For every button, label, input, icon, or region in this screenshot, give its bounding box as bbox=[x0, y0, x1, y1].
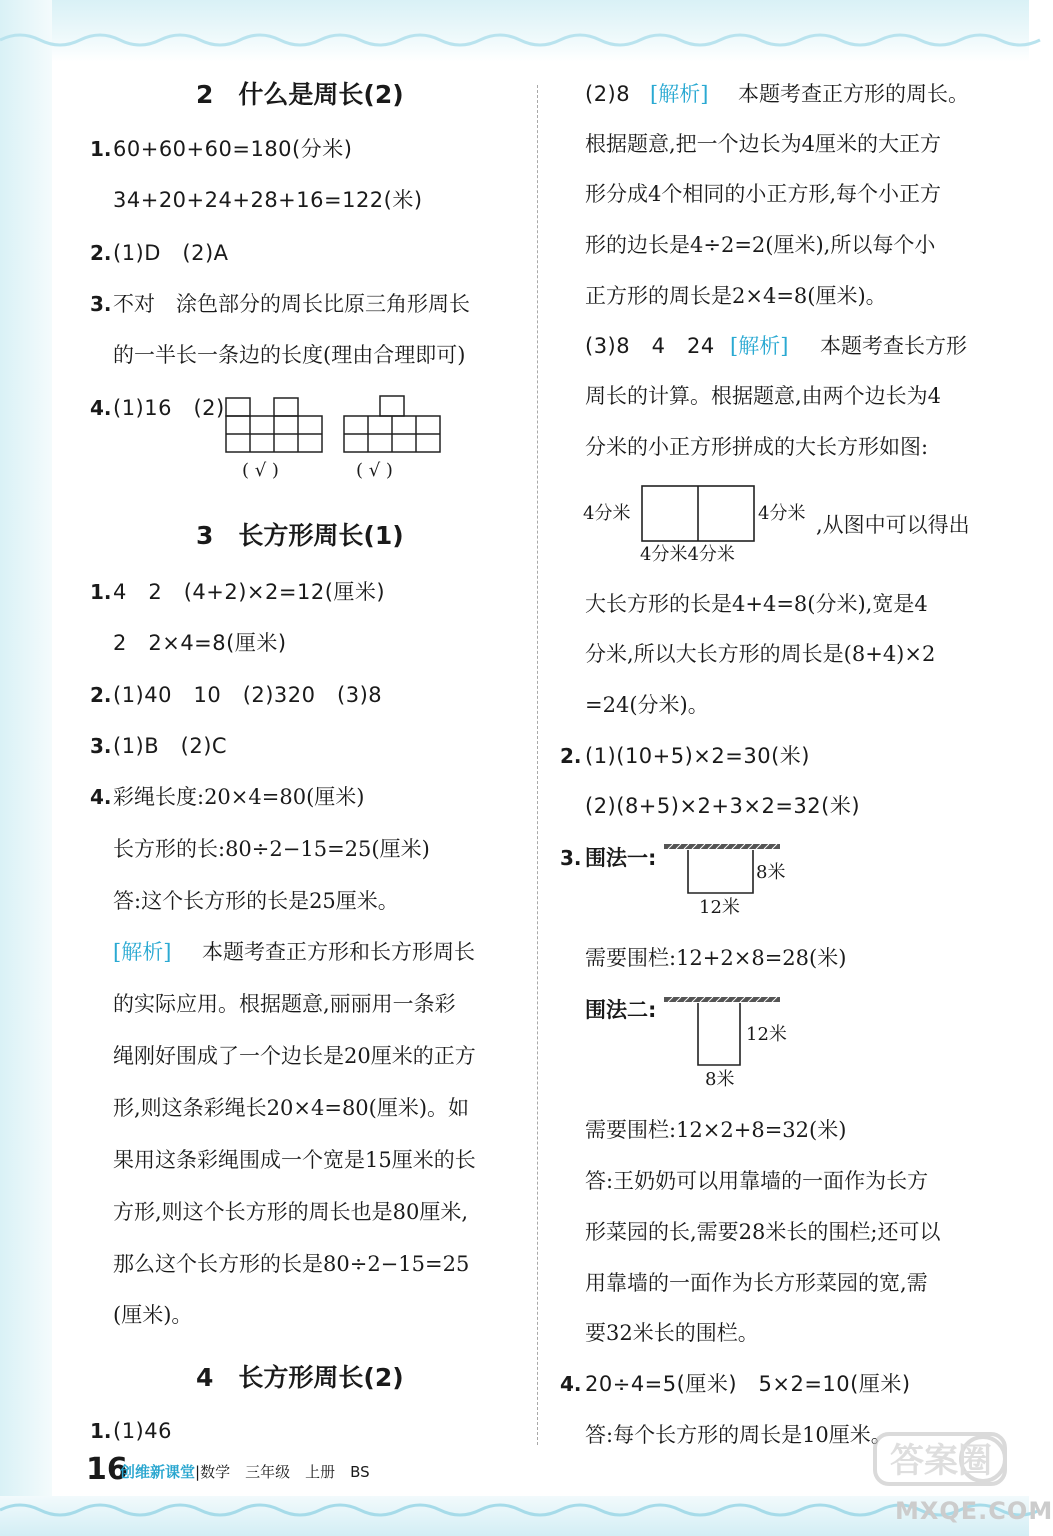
s3-q1-line1: 4 2 (4+2)×2=12(厘米) bbox=[113, 580, 386, 604]
figure-bottom-label: 4分米4分米 bbox=[640, 544, 735, 565]
p3-after-figure: ,从图中可以得出 bbox=[816, 513, 970, 537]
s2-q1-number: 1. bbox=[90, 137, 112, 161]
s3-analysis-line6: 方形,则这个长方形的周长也是80厘米, bbox=[113, 1200, 469, 1224]
p3-label: (3)8 4 24 bbox=[585, 334, 715, 358]
method-2-label: 围法二: bbox=[585, 998, 657, 1022]
p3-analysis-tag: [解析] bbox=[730, 334, 789, 358]
grid-figure-2 bbox=[342, 394, 442, 456]
s4-q1-text: (1)46 bbox=[113, 1419, 172, 1443]
p3-line4: 大长方形的长是4+4=8(分米),宽是4 bbox=[585, 592, 928, 616]
p3-line5: 分米,所以大长方形的周长是(8+4)×2 bbox=[585, 642, 936, 666]
watermark-text: MXQE.COM bbox=[895, 1497, 1053, 1525]
method-1-label: 围法一: bbox=[585, 846, 657, 870]
s2-q2-text: (1)D (2)A bbox=[113, 241, 229, 265]
method-1-side-label: 8米 bbox=[756, 862, 786, 883]
p3-line6: =24(分米)。 bbox=[585, 693, 709, 717]
r-q2-line2: (2)(8+5)×2+3×2=32(米) bbox=[585, 794, 861, 818]
method-2-bottom-label: 8米 bbox=[705, 1069, 735, 1090]
s2-q3-line1: 不对 涂色部分的周长比原三角形周长 bbox=[113, 292, 470, 316]
r-q2-number: 2. bbox=[560, 744, 582, 768]
s2-q3-line2: 的一半长一条边的长度(理由合理即可) bbox=[113, 343, 466, 367]
two-squares-figure bbox=[640, 484, 756, 544]
s3-q1-number: 1. bbox=[90, 580, 112, 604]
s3-analysis-line3: 绳刚好围成了一个边长是20厘米的正方 bbox=[113, 1044, 476, 1068]
page-number: 16 bbox=[86, 1452, 128, 1487]
p2-line4: 形的边长是4÷2=2(厘米),所以每个小 bbox=[585, 233, 936, 257]
s3-analysis-line1: 本题考查正方形和长方形周长 bbox=[202, 940, 475, 964]
p2-line5: 正方形的周长是2×4=8(厘米)。 bbox=[585, 284, 887, 308]
p3-line1: 本题考查长方形 bbox=[820, 334, 967, 358]
s3-analysis-line7: 那么这个长方形的长是80÷2−15=25 bbox=[113, 1252, 470, 1276]
section-2-title: 2 什么是周长(2) bbox=[196, 80, 404, 109]
s2-q4-number: 4. bbox=[90, 396, 112, 420]
p3-line3: 分米的小正方形拼成的大长方形如图: bbox=[585, 435, 929, 459]
s2-q3-number: 3. bbox=[90, 292, 112, 316]
s3-analysis-line8: (厘米)。 bbox=[113, 1303, 193, 1327]
s3-analysis-tag: [解析] bbox=[113, 940, 172, 964]
p2-line2: 根据题意,把一个边长为4厘米的大正方 bbox=[585, 132, 942, 156]
s3-q3-text: (1)B (2)C bbox=[113, 734, 228, 758]
r-q4-line2: 答:每个长方形的周长是10厘米。 bbox=[585, 1423, 892, 1447]
grid-figure-1 bbox=[224, 394, 324, 456]
p2-label: (2)8 bbox=[585, 82, 631, 106]
s2-q1-line1: 60+60+60=180(分米) bbox=[113, 137, 353, 161]
s2-q4-text: (1)16 (2) bbox=[113, 396, 225, 420]
s3-q4-line1: 彩绳长度:20×4=80(厘米) bbox=[113, 785, 365, 809]
r-q4-line1: 20÷4=5(厘米) 5×2=10(厘米) bbox=[585, 1372, 911, 1396]
s3-q2-text: (1)40 10 (2)320 (3)8 bbox=[113, 683, 383, 707]
r-q3-answer-line1: 答:王奶奶可以用靠墙的一面作为长方 bbox=[585, 1169, 929, 1193]
s3-q4-number: 4. bbox=[90, 785, 112, 809]
s3-q1-line2: 2 2×4=8(厘米) bbox=[113, 631, 287, 655]
method-1-need: 需要围栏:12+2×8=28(米) bbox=[585, 946, 847, 970]
footer-brand: 创维新课堂 bbox=[120, 1463, 196, 1481]
r-q3-answer-line3: 用靠墙的一面作为长方形菜园的宽,需 bbox=[585, 1271, 928, 1295]
p3-line2: 周长的计算。根据题意,由两个边长为4 bbox=[585, 384, 942, 408]
p2-analysis-tag: [解析] bbox=[650, 82, 709, 106]
s2-q2-number: 2. bbox=[90, 241, 112, 265]
s3-q3-number: 3. bbox=[90, 734, 112, 758]
method-2-need: 需要围栏:12×2+8=32(米) bbox=[585, 1118, 847, 1142]
r-q3-answer-line2: 形菜园的长,需要28米长的围栏;还可以 bbox=[585, 1220, 941, 1244]
watermark-logo-text: 答案圈 bbox=[890, 1441, 992, 1481]
method-2-side-label: 12米 bbox=[746, 1024, 787, 1045]
s3-q2-number: 2. bbox=[90, 683, 112, 707]
figure-left-label: 4分米 bbox=[583, 503, 631, 524]
left-decor-band bbox=[0, 0, 52, 1536]
figure-right-label: 4分米 bbox=[758, 503, 806, 524]
r-q3-number: 3. bbox=[560, 846, 582, 870]
s3-analysis-line5: 果用这条彩绳围成一个宽是15厘米的长 bbox=[113, 1148, 476, 1172]
s4-q1-number: 1. bbox=[90, 1419, 112, 1443]
r-q3-answer-line4: 要32米长的围栏。 bbox=[585, 1321, 759, 1345]
grid-figure-2-mark: ( √ ) bbox=[356, 460, 393, 481]
s3-analysis-line2: 的实际应用。根据题意,丽丽用一条彩 bbox=[113, 992, 456, 1016]
p2-line1: 本题考查正方形的周长。 bbox=[738, 82, 969, 106]
grid-figure-1-mark: ( √ ) bbox=[242, 460, 279, 481]
s3-q4-line3: 答:这个长方形的长是25厘米。 bbox=[113, 889, 399, 913]
section-4-title: 4 长方形周长(2) bbox=[196, 1363, 404, 1392]
footer-info bbox=[120, 1462, 370, 1482]
column-divider bbox=[537, 85, 538, 1445]
top-wave-pattern bbox=[0, 30, 1029, 50]
r-q2-line1: (1)(10+5)×2=30(米) bbox=[585, 744, 810, 768]
p2-line3: 形分成4个相同的小正方形,每个小正方 bbox=[585, 182, 942, 206]
section-3-title: 3 长方形周长(1) bbox=[196, 521, 404, 550]
s3-q4-line2: 长方形的长:80÷2−15=25(厘米) bbox=[113, 837, 430, 861]
s3-analysis-line4: 形,则这条彩绳长20×4=80(厘米)。如 bbox=[113, 1096, 470, 1120]
r-q4-number: 4. bbox=[560, 1372, 582, 1396]
footer-subject: |数学 三年级 上册 BS bbox=[195, 1463, 370, 1481]
s2-q1-line2: 34+20+24+28+16=122(米) bbox=[113, 188, 423, 212]
method-1-bottom-label: 12米 bbox=[699, 897, 740, 918]
